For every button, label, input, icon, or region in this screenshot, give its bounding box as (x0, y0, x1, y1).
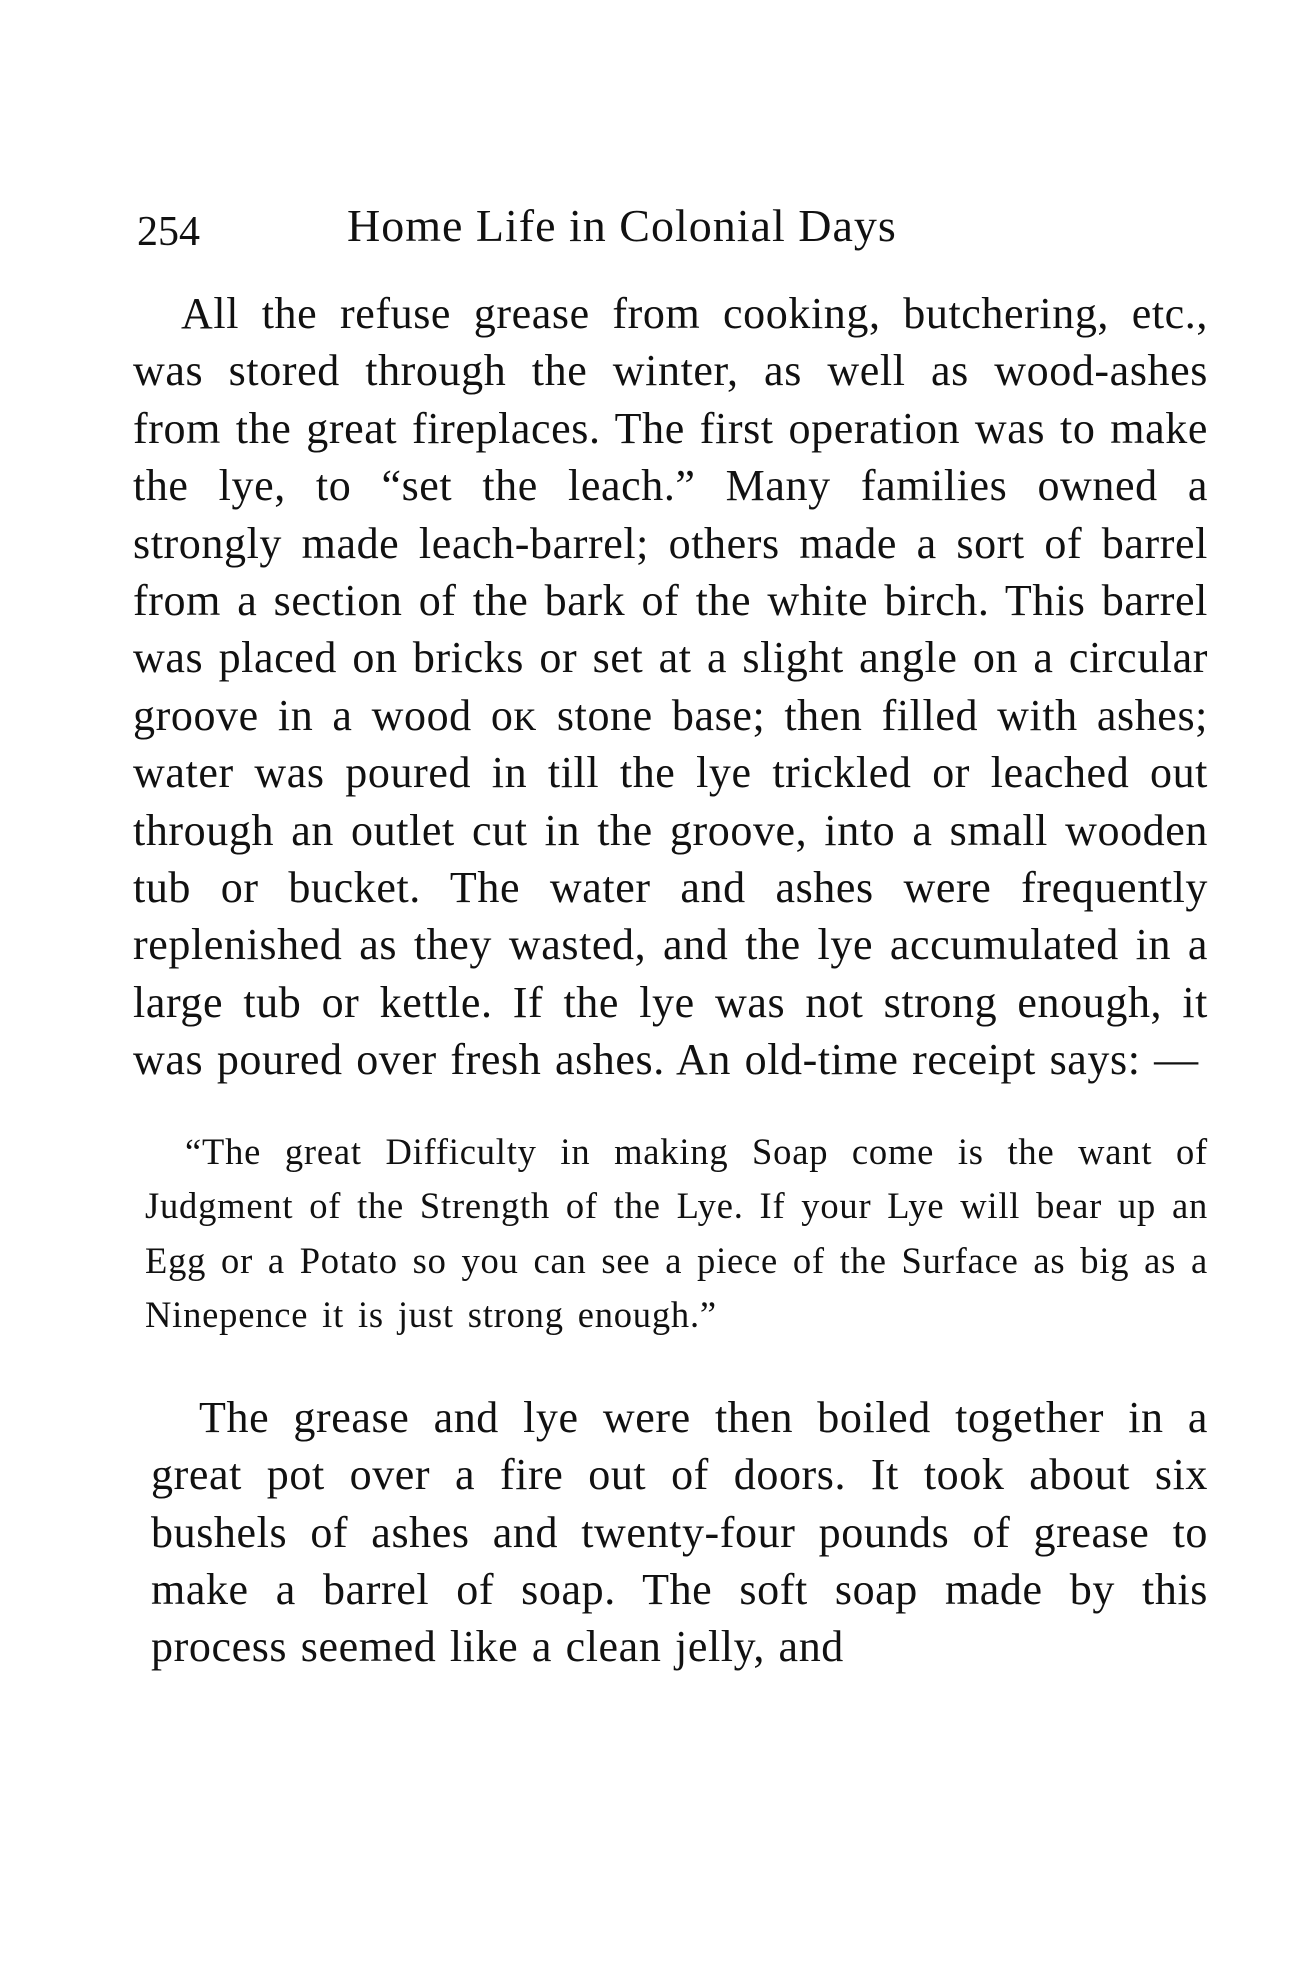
paragraph-boiling: The grease and lye were then boiled together in a great pot over a fire out of doors. It took about six bushels of ashes and twenty-four pounds of grease to make a barrel of soap. The soft soap made by this process seemed like a clean jelly, and (151, 1392, 1208, 1672)
paragraph-soap-making: All the refuse grease from cooking, butchering, etc., was stored through the winter, as well as wood-ashes from the great fireplaces. The first operation was to make the lye, to “set the leach.” Many families owned a strongly made leach-barrel; others made a sort of barrel from a section of the bark of the white birch. This barrel was placed on bricks or set at a slight angle on a circular groove in a wood oᴋ stone base; then filled with ashes; water was poured in till the lye trickled or leached out through an outlet cut in the groove, into a small wooden tub or bucket. The water and ashes were frequently replenished as they wasted, and the lye accumulated in a large tub or kettle. If the lye was not strong enough, it was poured over fresh ashes. An old-time receipt says: — (133, 289, 1208, 1085)
body-text (133, 285, 1208, 1676)
page-header (137, 196, 1137, 256)
page-number: 254 (137, 209, 200, 255)
block-quote-receipt: “The great Difficulty in making Soap come is the want of Judgment of the Strength of the Lye. If your Lye will bear up an Egg or a Potato so you can see a piece of the Surface as big as a Ninepence it is just strong enough.” (145, 1130, 1208, 1336)
running-title: Home Life in Colonial Days (347, 200, 897, 251)
